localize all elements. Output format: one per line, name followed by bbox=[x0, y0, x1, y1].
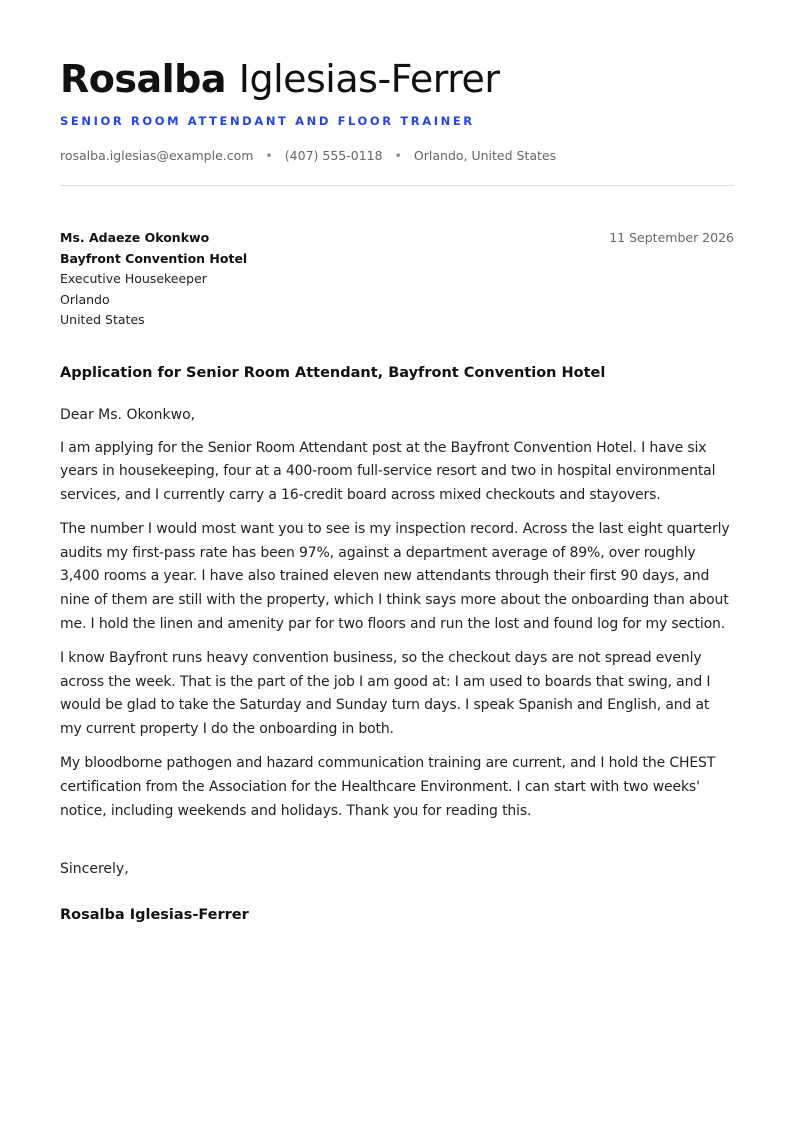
contact-separator: • bbox=[265, 148, 273, 163]
contact-separator: • bbox=[394, 148, 402, 163]
letter-body bbox=[60, 437, 734, 824]
salutation: Dear Ms. Okonkwo, bbox=[60, 406, 196, 423]
body-paragraph: I am applying for the Senior Room Attendant post at the Bayfront Convention Hotel. I have six years in housekeeping, four at a 400-room full-service resort and two in hospital environmental services, and I currently carry a 16-credit board across mixed checkouts and stayovers. bbox=[60, 439, 716, 504]
applicant-role: SENIOR ROOM ATTENDANT AND FLOOR TRAINER bbox=[60, 114, 475, 128]
contact-location: Orlando, United States bbox=[413, 148, 557, 163]
letter-meta bbox=[60, 228, 734, 331]
contact-line bbox=[60, 148, 734, 163]
applicant-last-name: Iglesias-Ferrer bbox=[238, 57, 500, 101]
recipient-block bbox=[60, 228, 247, 331]
recipient-city: Orlando bbox=[60, 291, 110, 307]
body-paragraph: My bloodborne pathogen and hazard communication training are current, and I hold the CHEST certification from the Association for the Healthcare Environment. I can start with two weeks' notice, including weekends and holidays. Thank you for reading this. bbox=[60, 755, 716, 819]
letter-date: 11 September 2026 bbox=[609, 230, 734, 245]
recipient-company: Bayfront Convention Hotel bbox=[60, 250, 248, 266]
applicant-first-name: Rosalba bbox=[60, 57, 226, 101]
contact-phone: (407) 555-0118 bbox=[284, 148, 383, 163]
closing: Sincerely, bbox=[60, 861, 129, 878]
recipient-name: Ms. Adaeze Okonkwo bbox=[60, 230, 210, 245]
letter-subject: Application for Senior Room Attendant, Bayfront Convention Hotel bbox=[60, 364, 606, 381]
body-paragraph: I know Bayfront runs heavy convention business, so the checkout days are not spread evenly across the week. That is the part of the job I am good at: I am used to boards that swing, and I would be glad to take the Saturday and Sunday turn days. I speak Spanish and English, and at my current property I do the onboarding in both. bbox=[60, 649, 711, 738]
signature: Rosalba Iglesias-Ferrer bbox=[60, 907, 249, 924]
recipient-country: United States bbox=[60, 312, 145, 327]
recipient-title: Executive Housekeeper bbox=[60, 271, 207, 286]
contact-email: rosalba.iglesias@example.com bbox=[60, 148, 254, 163]
header-divider bbox=[60, 185, 734, 186]
applicant-name bbox=[60, 56, 734, 102]
body-paragraph: The number I would most want you to see is my inspection record. Across the last eight quarterly audits my first-pass rate has been 97%, against a department average of 89%, over roughly 3,400 rooms a year. I have also trained eleven new attendants through their first 90 days, and nine of them are still with the property, which I think says more about the onboarding than about me. I hold the linen and amenity par for two floors and run the lost and found log for my section. bbox=[60, 520, 730, 633]
